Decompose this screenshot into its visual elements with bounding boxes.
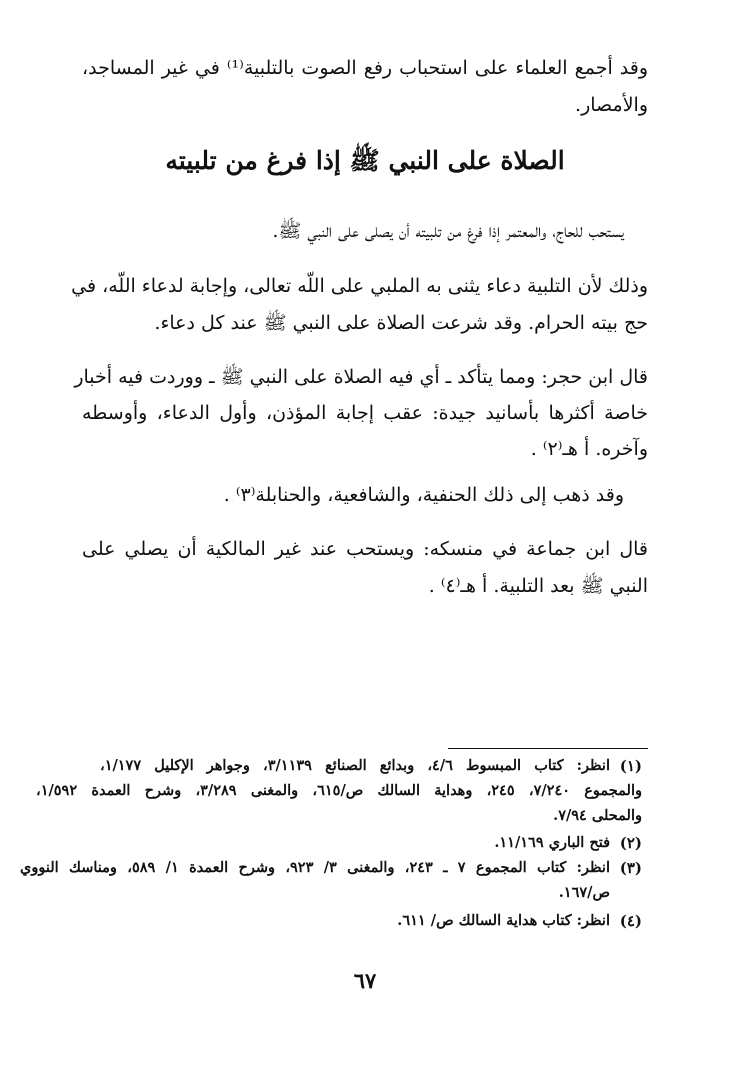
footnote-number: (٢) bbox=[619, 834, 642, 852]
page-number: ٦٧ bbox=[353, 968, 377, 993]
footnote-separator bbox=[448, 748, 648, 749]
footnote-line: انظر: كتاب المجموع ٧ ـ ٢٤٣، والمغنى ٣/ ٩٢٣، وشرح العمدة ١/ ٥٨٩، ومناسك النووي bbox=[20, 859, 610, 876]
paragraph-line: وقد أجمع العلماء على استحباب رفع الصوت بالتلبية⁽¹⁾ في غير المساجد، bbox=[82, 57, 649, 79]
paragraph-line: والأمصار. bbox=[575, 94, 648, 116]
footnote-number: (٤) bbox=[619, 912, 642, 930]
paragraph-line: وقد ذهب إلى ذلك الحنفية، والشافعية، والحنابلة⁽٣⁾ . bbox=[223, 484, 624, 506]
footnote-line: انظر: كتاب المبسوط ٤/٦، وبدائع الصنائع ٣/١١٣٩، وجواهر الإكليل ١/١٧٧، bbox=[100, 757, 610, 774]
footnote-number: (٣) bbox=[619, 859, 642, 877]
paragraph-line: حج بيته الحرام. وقد شرعت الصلاة على النبي ﷺ عند كل دعاء. bbox=[154, 312, 648, 334]
footnote-line: والمجموع ٧/٢٤٠، ٢٤٥، وهداية السالك ص/٦١٥، والمغنى ٣/٢٨٩، وشرح العمدة ١/٥٩٢، bbox=[36, 782, 643, 799]
footnote-line: انظر: كتاب هداية السالك ص/ ٦١١. bbox=[397, 912, 610, 929]
footnote-line: والمحلى ٧/٩٤. bbox=[553, 807, 642, 824]
footnote-line: فتح الباري ١١/١٦٩. bbox=[494, 834, 610, 851]
paragraph-line: يستحب للحاج، والمعتمر إذا فرغ من تلبيته أن يصلى على النبي ﷺ. bbox=[272, 220, 624, 242]
paragraph-line: وآخره. أ هـ⁽٢⁾ . bbox=[530, 438, 648, 460]
section-heading: الصلاة على النبي ﷺ إذا فرغ من تلبيته bbox=[165, 146, 565, 175]
footnote-number: (١) bbox=[619, 757, 642, 775]
paragraph-line: قال ابن جماعة في منسكه: ويستحب عند غير المالكية أن يصلي على bbox=[82, 538, 648, 560]
paragraph-line: وذلك لأن التلبية دعاء يثنى به الملبي على اللّه تعالى، وإجابة لدعاء اللّه، في bbox=[71, 275, 648, 297]
paragraph-line: خاصة أكثرها بأسانيد جيدة: عقب إجابة المؤذن، وأول الدعاء، وأوسطه bbox=[82, 402, 648, 424]
footnote-line: ص/١٦٧. bbox=[558, 884, 610, 901]
paragraph-line: قال ابن حجر: ومما يتأكد ـ أي فيه الصلاة على النبي ﷺ ـ ووردت فيه أخبار bbox=[74, 366, 648, 388]
paragraph-line: النبي ﷺ بعد التلبية. أ هـ⁽٤⁾ . bbox=[428, 575, 648, 597]
